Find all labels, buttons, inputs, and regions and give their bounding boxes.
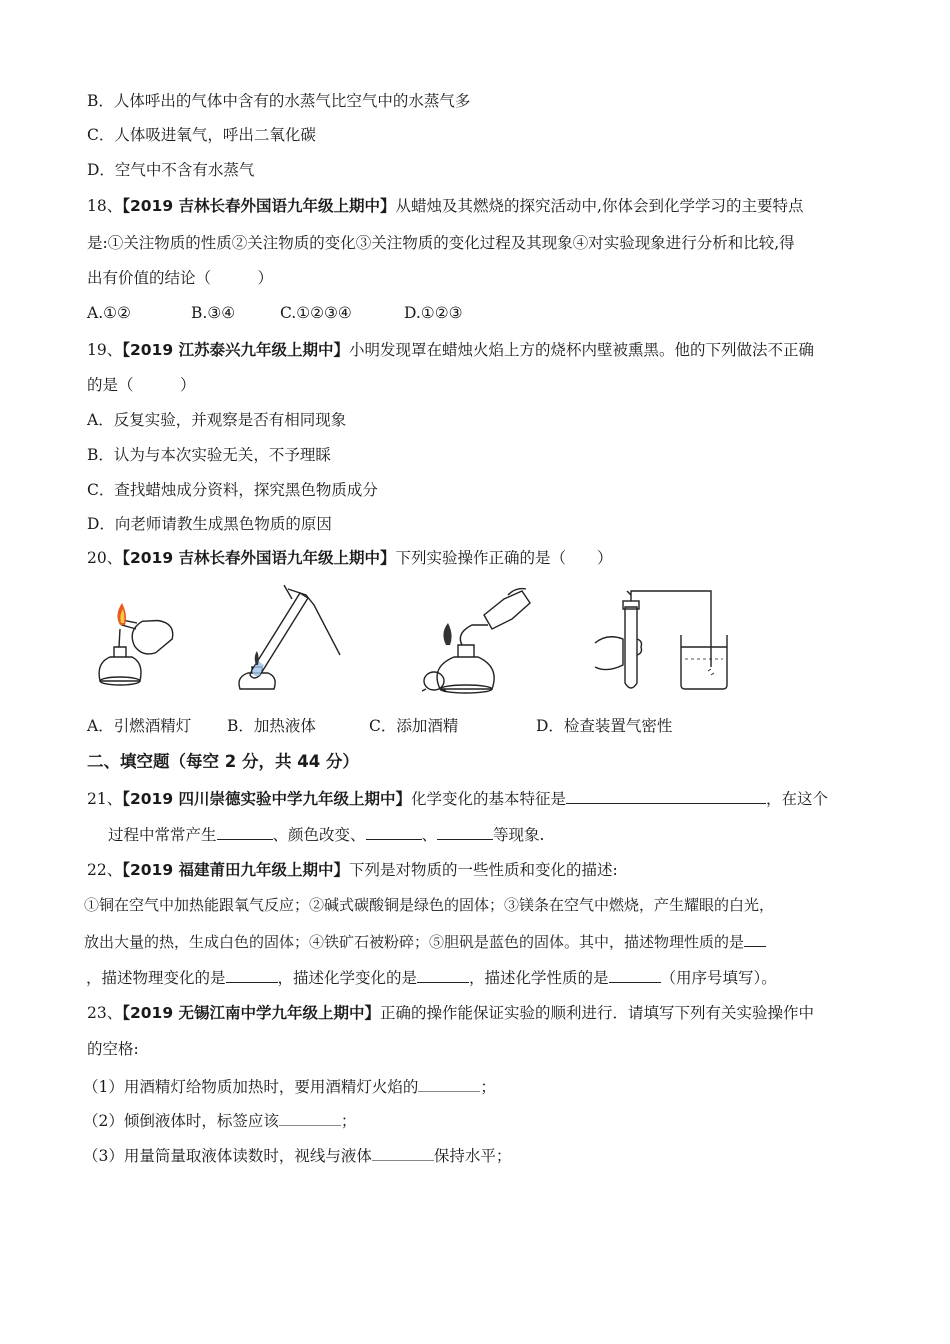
q21-line-1 bbox=[87, 788, 828, 809]
question-text: （用序号填写）。 bbox=[660, 969, 777, 987]
question-text: ，在这个 bbox=[766, 790, 829, 808]
q17-option-c: C．人体吸进氧气，呼出二氧化碳 bbox=[87, 126, 316, 144]
question-text: 、颜色改变、 bbox=[272, 826, 366, 844]
question-text: ，描述化学性质的是 bbox=[469, 969, 609, 987]
question-number: 21、 bbox=[87, 790, 123, 808]
q18-option-d: D.①②③ bbox=[404, 304, 463, 322]
question-text: 正确的操作能保证实验的顺利进行．请填写下列有关实验操作中 bbox=[380, 1004, 815, 1022]
q20-caption-d: D．检查装置气密性 bbox=[536, 717, 673, 735]
question-text: 从蜡烛及其燃烧的探究活动中,你体会到化学学习的主要特点 bbox=[395, 197, 804, 215]
question-text: 过程中常常产生 bbox=[108, 826, 217, 844]
question-text: 保持水平； bbox=[433, 1147, 512, 1165]
heating-liquid-figure bbox=[222, 585, 347, 695]
q23-line-1 bbox=[87, 1003, 814, 1023]
question-text: ； bbox=[480, 1078, 496, 1096]
q18-option-b: B.③④ bbox=[191, 304, 236, 322]
question-text: 、 bbox=[421, 826, 438, 844]
answer-blank[interactable] bbox=[566, 788, 766, 804]
alcohol-lamp-lighting-figure bbox=[92, 585, 187, 695]
question-number: 23、 bbox=[87, 1004, 123, 1022]
answer-blank[interactable] bbox=[366, 824, 422, 840]
question-source: 【2019 吉林长春外国语九年级上期中】 bbox=[122, 549, 396, 567]
q18-line-1 bbox=[87, 196, 803, 216]
q22-line-1 bbox=[87, 860, 618, 880]
section-heading: 二、填空题（每空 2 分，共 44 分） bbox=[87, 752, 359, 771]
q23-item-3 bbox=[83, 1145, 511, 1166]
question-number: 22、 bbox=[87, 861, 123, 879]
q18-line-3: 出有价值的结论（ ） bbox=[87, 269, 274, 287]
answer-blank[interactable] bbox=[417, 967, 469, 983]
adding-alcohol-figure bbox=[412, 585, 537, 695]
q20-caption-c: C．添加酒精 bbox=[369, 717, 459, 735]
q19-option-c: C．查找蜡烛成分资料，探究黑色物质成分 bbox=[87, 481, 378, 499]
question-source: 【2019 福建莆田九年级上期中】 bbox=[122, 861, 350, 879]
question-text: 放出大量的热，生成白色的固体；④铁矿石被粉碎；⑤胆矾是蓝色的固体。其中，描述物理性质的是 bbox=[84, 933, 745, 951]
q22-line-4 bbox=[86, 967, 777, 988]
answer-blank[interactable] bbox=[609, 967, 661, 983]
q19-option-d: D．向老师请教生成黑色物质的原因 bbox=[87, 515, 332, 533]
answer-blank[interactable] bbox=[437, 824, 493, 840]
answer-blank[interactable] bbox=[744, 931, 766, 947]
q22-line-2: ①铜在空气中加热能跟氧气反应；②碱式碳酸铜是绿色的固体；③镁条在空气中燃烧，产生耀眼的白光， bbox=[84, 896, 775, 914]
answer-blank[interactable] bbox=[217, 824, 273, 840]
answer-blank[interactable] bbox=[418, 1076, 480, 1092]
q23-item-2 bbox=[83, 1110, 356, 1131]
q17-option-b: B．人体呼出的气体中含有的水蒸气比空气中的水蒸气多 bbox=[87, 92, 471, 110]
question-text: 等现象. bbox=[493, 826, 545, 844]
question-text: 下列实验操作正确的是（ ） bbox=[395, 549, 613, 567]
question-text: ，描述物理变化的是 bbox=[86, 969, 226, 987]
question-text: 小明发现罩在蜡烛火焰上方的烧杯内壁被熏黑。他的下列做法不正确 bbox=[349, 341, 815, 359]
question-number: 20、 bbox=[87, 549, 123, 567]
question-text: （2）倾倒液体时，标签应该 bbox=[83, 1112, 279, 1130]
question-source: 【2019 江苏泰兴九年级上期中】 bbox=[122, 341, 350, 359]
q23-line-2: 的空格: bbox=[87, 1040, 139, 1058]
question-number: 18、 bbox=[87, 197, 123, 215]
q20-line-1 bbox=[87, 548, 613, 568]
q19-line-1 bbox=[87, 340, 814, 360]
answer-blank[interactable] bbox=[372, 1145, 434, 1161]
q19-option-b: B．认为与本次实验无关，不予理睬 bbox=[87, 446, 331, 464]
question-number: 19、 bbox=[87, 341, 123, 359]
q23-item-1 bbox=[83, 1076, 496, 1097]
q22-line-3 bbox=[84, 931, 766, 952]
q18-options bbox=[87, 303, 463, 323]
question-text: ，描述化学变化的是 bbox=[277, 969, 418, 987]
q20-caption-b: B．加热液体 bbox=[227, 717, 316, 735]
q19-option-a: A．反复实验，并观察是否有相同现象 bbox=[87, 411, 347, 429]
question-text: （3）用量筒量取液体读数时，视线与液体 bbox=[83, 1147, 372, 1165]
question-text: ； bbox=[340, 1112, 357, 1130]
question-source: 【2019 四川崇德实验中学九年级上期中】 bbox=[122, 790, 412, 808]
q19-line-2: 的是（ ） bbox=[87, 376, 196, 394]
q18-option-c: C.①②③④ bbox=[280, 304, 352, 322]
answer-blank[interactable] bbox=[279, 1110, 341, 1126]
q20-caption-a: A．引燃酒精灯 bbox=[87, 717, 192, 735]
answer-blank[interactable] bbox=[226, 967, 278, 983]
q21-line-2 bbox=[108, 824, 544, 845]
q18-option-a: A.①② bbox=[87, 304, 131, 322]
question-source: 【2019 吉林长春外国语九年级上期中】 bbox=[122, 197, 396, 215]
question-text: （1）用酒精灯给物质加热时，要用酒精灯火焰的 bbox=[83, 1078, 419, 1096]
question-text: 下列是对物质的一些性质和变化的描述: bbox=[349, 861, 618, 879]
q18-line-2: 是:①关注物质的性质②关注物质的变化③关注物质的变化过程及其现象④对实验现象进行分析和比较,得 bbox=[87, 234, 795, 252]
airtightness-check-figure bbox=[593, 585, 733, 695]
question-text: 化学变化的基本特征是 bbox=[411, 790, 567, 808]
question-source: 【2019 无锡江南中学九年级上期中】 bbox=[122, 1004, 381, 1022]
q17-option-d: D．空气中不含有水蒸气 bbox=[87, 161, 255, 179]
